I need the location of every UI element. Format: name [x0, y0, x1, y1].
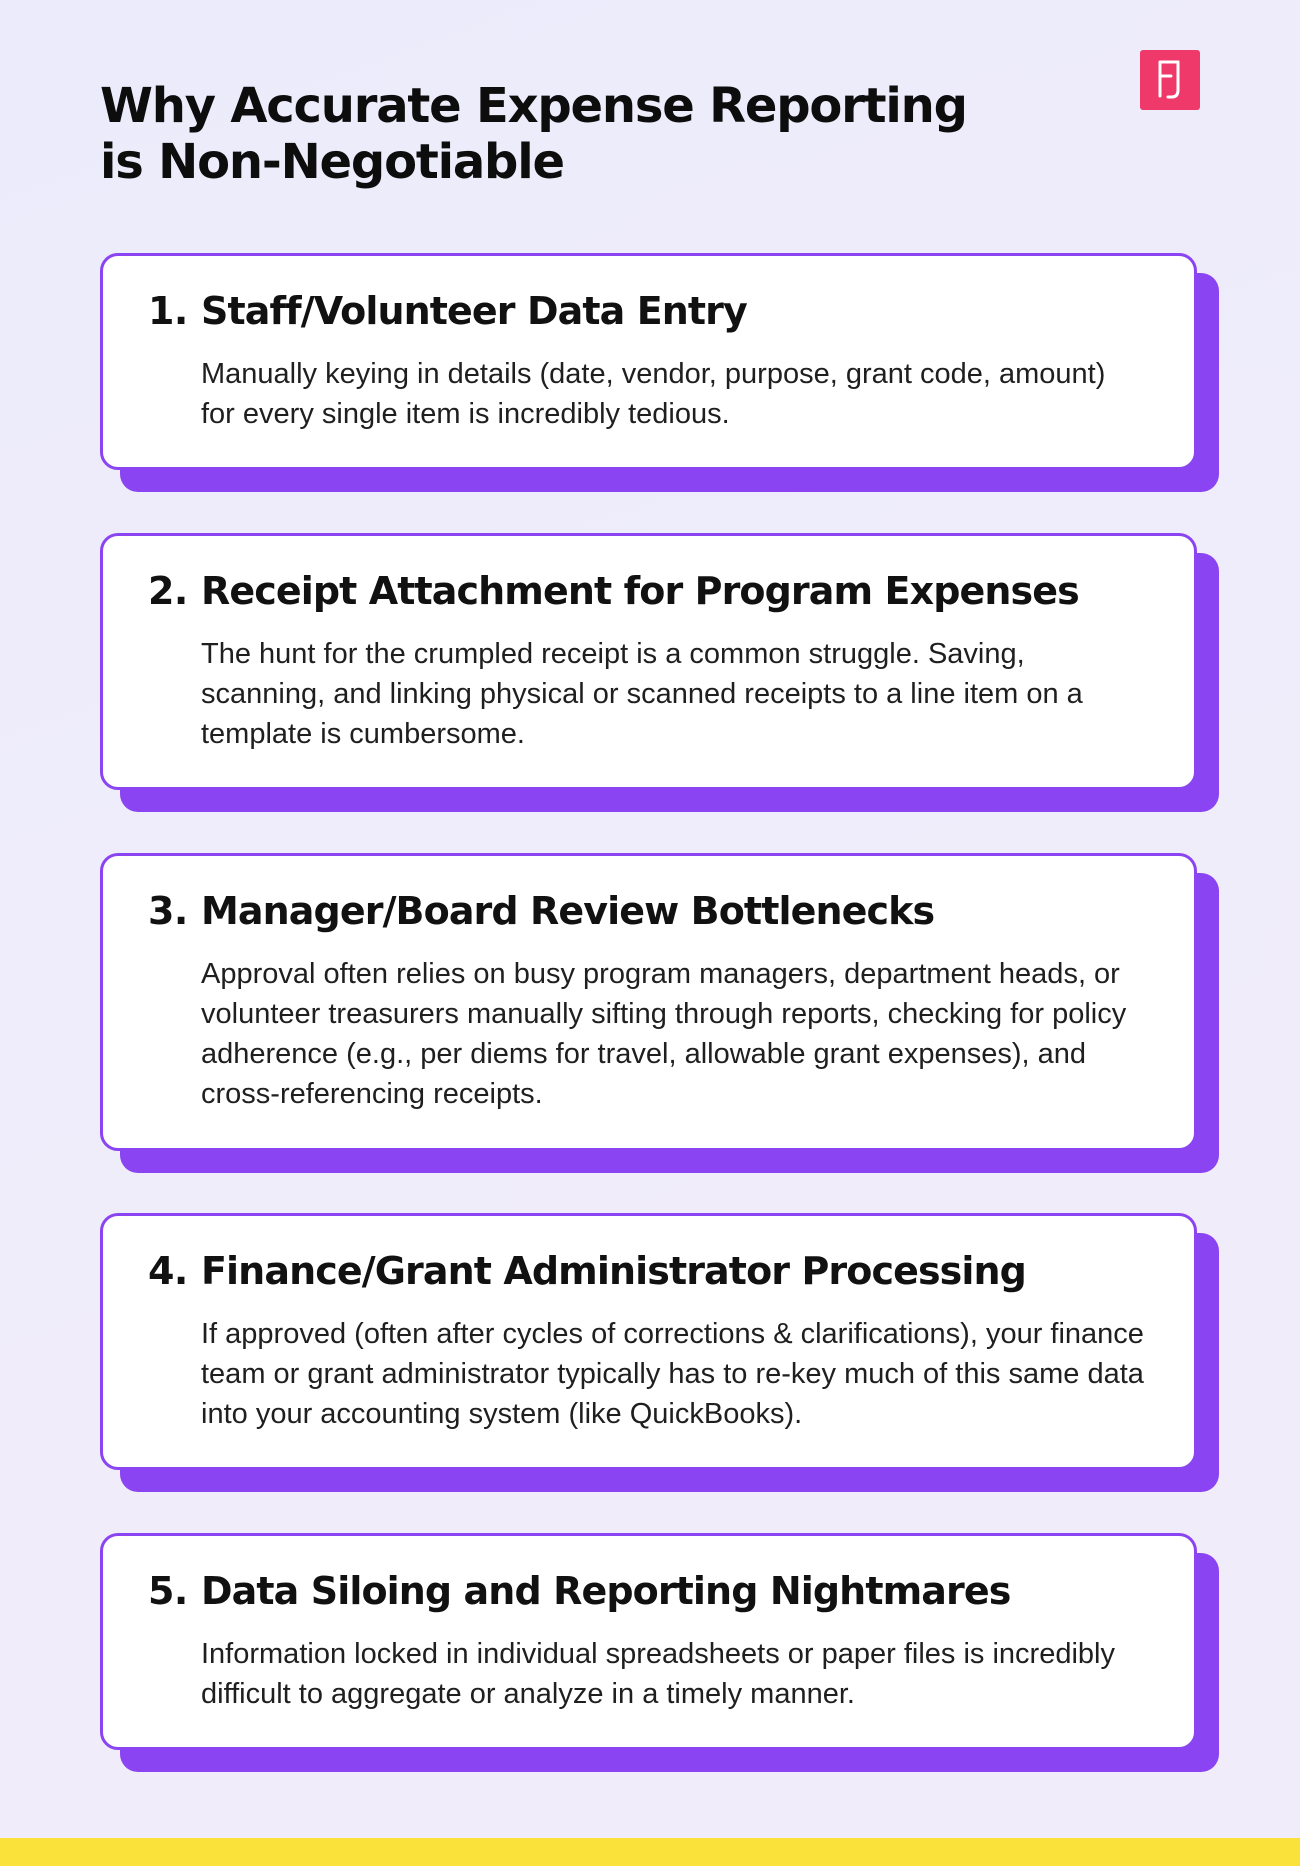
footer-bar — [0, 1838, 1300, 1866]
card-panel — [100, 1533, 1197, 1750]
card-panel — [100, 533, 1197, 790]
card-title: Finance/Grant Administrator Processing — [201, 1249, 1026, 1293]
card-description: Information locked in individual spreadsheets or paper files is incredibly difficult to aggregate or analyze in a timely manner. — [201, 1638, 1115, 1710]
card-number: 4. — [148, 1249, 188, 1293]
reason-card-3 — [100, 853, 1197, 1151]
reason-card-1 — [100, 253, 1197, 470]
card-description: Approval often relies on busy program managers, department heads, or volunteer treasurers manually sifting through reports, checking for policy adherence (e.g., per diems for travel, allowable grant expenses), and cross-referencing receipts. — [201, 958, 1127, 1110]
card-title: Data Siloing and Reporting Nightmares — [201, 1569, 1011, 1613]
reason-card-5 — [100, 1533, 1197, 1750]
card-panel — [100, 853, 1197, 1151]
card-number: 2. — [148, 569, 188, 613]
card-description: The hunt for the crumpled receipt is a common struggle. Saving, scanning, and linking physical or scanned receipts to a line item on a template is cumbersome. — [201, 638, 1083, 750]
card-panel — [100, 253, 1197, 470]
page-title: Why Accurate Expense Reporting is Non-Negotiable — [100, 78, 967, 190]
card-number: 5. — [148, 1569, 188, 1613]
card-title: Receipt Attachment for Program Expenses — [201, 569, 1079, 613]
reason-card-2 — [100, 533, 1197, 790]
brand-logo-icon — [1140, 50, 1200, 110]
card-description: Manually keying in details (date, vendor, purpose, grant code, amount) for every single item is incredibly tedious. — [201, 358, 1106, 430]
card-title: Staff/Volunteer Data Entry — [201, 289, 747, 333]
card-number: 1. — [148, 289, 188, 333]
card-description: If approved (often after cycles of corrections & clarifications), your finance team or grant administrator typically has to re-key much of this same data into your accounting system (like QuickBooks). — [201, 1318, 1144, 1430]
card-number: 3. — [148, 889, 188, 933]
card-title: Manager/Board Review Bottlenecks — [201, 889, 935, 933]
card-panel — [100, 1213, 1197, 1470]
reason-card-4 — [100, 1213, 1197, 1470]
